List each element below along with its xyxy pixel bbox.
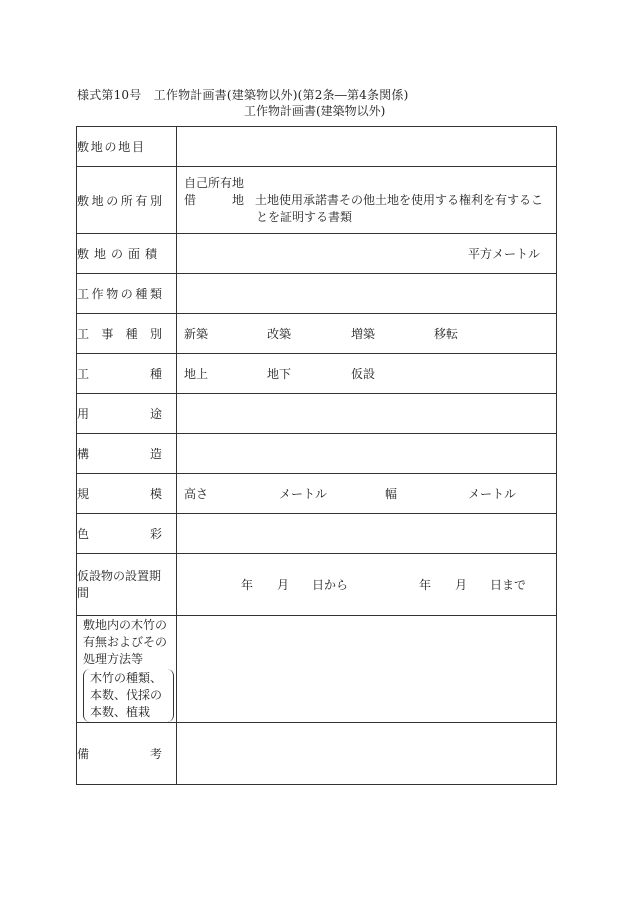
ownership-option-owned[interactable]: 自己所有地 [184, 175, 245, 190]
input-remarks[interactable] [177, 723, 557, 785]
row-construction [77, 434, 557, 474]
label-text-purpose [77, 405, 162, 422]
label-char: 地 [118, 140, 131, 154]
input-trees[interactable] [177, 616, 557, 723]
label-char: 敷 [77, 193, 90, 208]
trees-note-2: 本数、伐採の [90, 687, 163, 702]
period-to-month: 月 [455, 578, 468, 592]
row-land-area [77, 234, 557, 274]
scale-width-label: 幅 [385, 487, 398, 501]
ownership-leased-a: 借 [184, 192, 197, 207]
label-text-land-category [77, 138, 144, 155]
period-from-month: 月 [277, 578, 290, 592]
label-scale [77, 474, 177, 514]
label-text-trees-1: 敷地内の木竹の [83, 617, 168, 632]
construction-kind-option-above[interactable]: 地上 [184, 367, 209, 381]
label-char: 有 [135, 193, 148, 208]
label-text-temporary-period-2: 間 [77, 585, 90, 600]
label-char: 敷 [77, 140, 90, 154]
label-char: 事 [101, 327, 114, 341]
temporary-period-fields [241, 576, 556, 593]
period-from-day: 日から [312, 578, 349, 592]
label-text-remarks [77, 745, 162, 762]
input-land-area[interactable] [177, 234, 557, 274]
form-title: 工作物計画書(建築物以外) [244, 104, 386, 118]
row-land-category [77, 127, 557, 167]
label-char: の [120, 287, 133, 301]
label-structure-type [77, 274, 177, 314]
input-construction[interactable] [177, 434, 557, 474]
label-char: 模 [149, 487, 162, 501]
period-from-year: 年 [241, 578, 254, 592]
construction-kind-options [184, 365, 556, 382]
form-code: 様式第10号 工作物計画書(建築物以外)(第2条―第4条関係) [77, 88, 409, 102]
input-temporary-period[interactable] [177, 554, 557, 616]
trees-note-3: 本数、植栽 [90, 704, 151, 719]
input-work-type[interactable] [177, 314, 557, 354]
label-char: 類 [149, 287, 162, 301]
label-char: 地 [93, 247, 106, 261]
work-type-option-new[interactable]: 新築 [184, 327, 209, 341]
work-type-option-relocate[interactable]: 移転 [434, 327, 459, 341]
label-text-land-ownership [77, 192, 162, 209]
label-char: 造 [149, 447, 162, 461]
label-color [77, 514, 177, 554]
label-char: 別 [149, 327, 162, 341]
label-text-color [77, 525, 162, 542]
label-char: 目 [131, 140, 144, 154]
label-text-trees-3: 処理方法等 [83, 651, 144, 666]
label-temporary-period [77, 554, 177, 616]
label-char: 色 [77, 527, 90, 541]
ownership-leased-note-1: 土地使用承諾書その他土地を使用する権利を有するこ [255, 192, 544, 207]
label-text-construction [77, 445, 162, 462]
row-land-ownership [77, 167, 557, 234]
label-char: 種 [125, 327, 138, 341]
label-char: 敷 [77, 247, 90, 261]
label-char: 工 [77, 287, 90, 301]
trees-note-1: 木竹の種類、 [90, 670, 163, 685]
input-color[interactable] [177, 514, 557, 554]
row-temporary-period [77, 554, 557, 616]
work-type-options [184, 325, 556, 342]
label-char: 規 [77, 487, 90, 501]
label-text-scale [77, 485, 162, 502]
label-char: 彩 [149, 527, 162, 541]
label-char: 工 [77, 367, 90, 381]
label-char: 面 [127, 247, 140, 261]
input-land-category[interactable] [177, 127, 557, 167]
work-type-option-rebuild[interactable]: 改築 [267, 327, 292, 341]
label-work-type [77, 314, 177, 354]
label-char: の [110, 247, 123, 261]
row-structure-type [77, 274, 557, 314]
label-text-construction-kind [77, 365, 162, 382]
period-to-day: 日まで [490, 578, 527, 592]
input-scale[interactable] [177, 474, 557, 514]
period-to-year: 年 [419, 578, 432, 592]
row-scale [77, 474, 557, 514]
label-char: の [104, 140, 117, 154]
label-purpose [77, 394, 177, 434]
label-text-work-type [77, 325, 162, 342]
label-char: 途 [149, 407, 162, 421]
input-structure-type[interactable] [177, 274, 557, 314]
ownership-leased-b: 地 [232, 192, 245, 207]
scale-fields [184, 485, 556, 502]
scale-height-label: 高さ [184, 487, 209, 501]
label-construction-kind [77, 354, 177, 394]
label-trees [77, 616, 177, 723]
label-char: の [106, 193, 119, 208]
label-land-ownership [77, 167, 177, 234]
row-purpose [77, 394, 557, 434]
label-text-land-area [77, 245, 157, 262]
ownership-leased-note-2: とを証明する書類 [256, 209, 353, 224]
ownership-option-leased[interactable] [184, 192, 556, 209]
label-text-temporary-period-1: 仮設物の設置期 [77, 568, 162, 583]
label-char: 備 [77, 747, 90, 761]
input-land-ownership[interactable] [177, 167, 557, 234]
label-char: 考 [149, 747, 162, 761]
label-char: 種 [135, 287, 148, 301]
work-type-option-extend[interactable]: 増築 [351, 327, 376, 341]
label-char: 用 [77, 407, 90, 421]
label-land-area [77, 234, 177, 274]
row-construction-kind [77, 354, 557, 394]
label-text-trees-2: 有無およびその [83, 634, 168, 649]
label-text-structure-type [77, 285, 162, 302]
input-construction-kind[interactable] [177, 354, 557, 394]
label-char: 地 [90, 140, 103, 154]
label-remarks [77, 723, 177, 785]
row-color [77, 514, 557, 554]
label-land-category [77, 127, 177, 167]
construction-kind-option-temp[interactable]: 仮設 [351, 367, 376, 381]
label-char: 所 [120, 193, 133, 208]
label-char: 積 [144, 247, 157, 261]
input-purpose[interactable] [177, 394, 557, 434]
label-char: 種 [149, 367, 162, 381]
trees-note [83, 669, 174, 722]
land-area-unit: 平方メートル [467, 247, 540, 261]
label-char: 工 [77, 327, 90, 341]
form-table [76, 126, 557, 785]
row-trees [77, 616, 557, 723]
label-char: 別 [149, 193, 162, 208]
label-char: 地 [91, 193, 104, 208]
scale-width-unit: メートル [468, 487, 517, 501]
label-char: 構 [77, 447, 90, 461]
construction-kind-option-below[interactable]: 地下 [267, 367, 292, 381]
label-char: 作 [91, 287, 104, 301]
label-char: 物 [106, 287, 119, 301]
row-remarks [77, 723, 557, 785]
label-construction [77, 434, 177, 474]
row-work-type [77, 314, 557, 354]
scale-height-unit: メートル [279, 487, 328, 501]
